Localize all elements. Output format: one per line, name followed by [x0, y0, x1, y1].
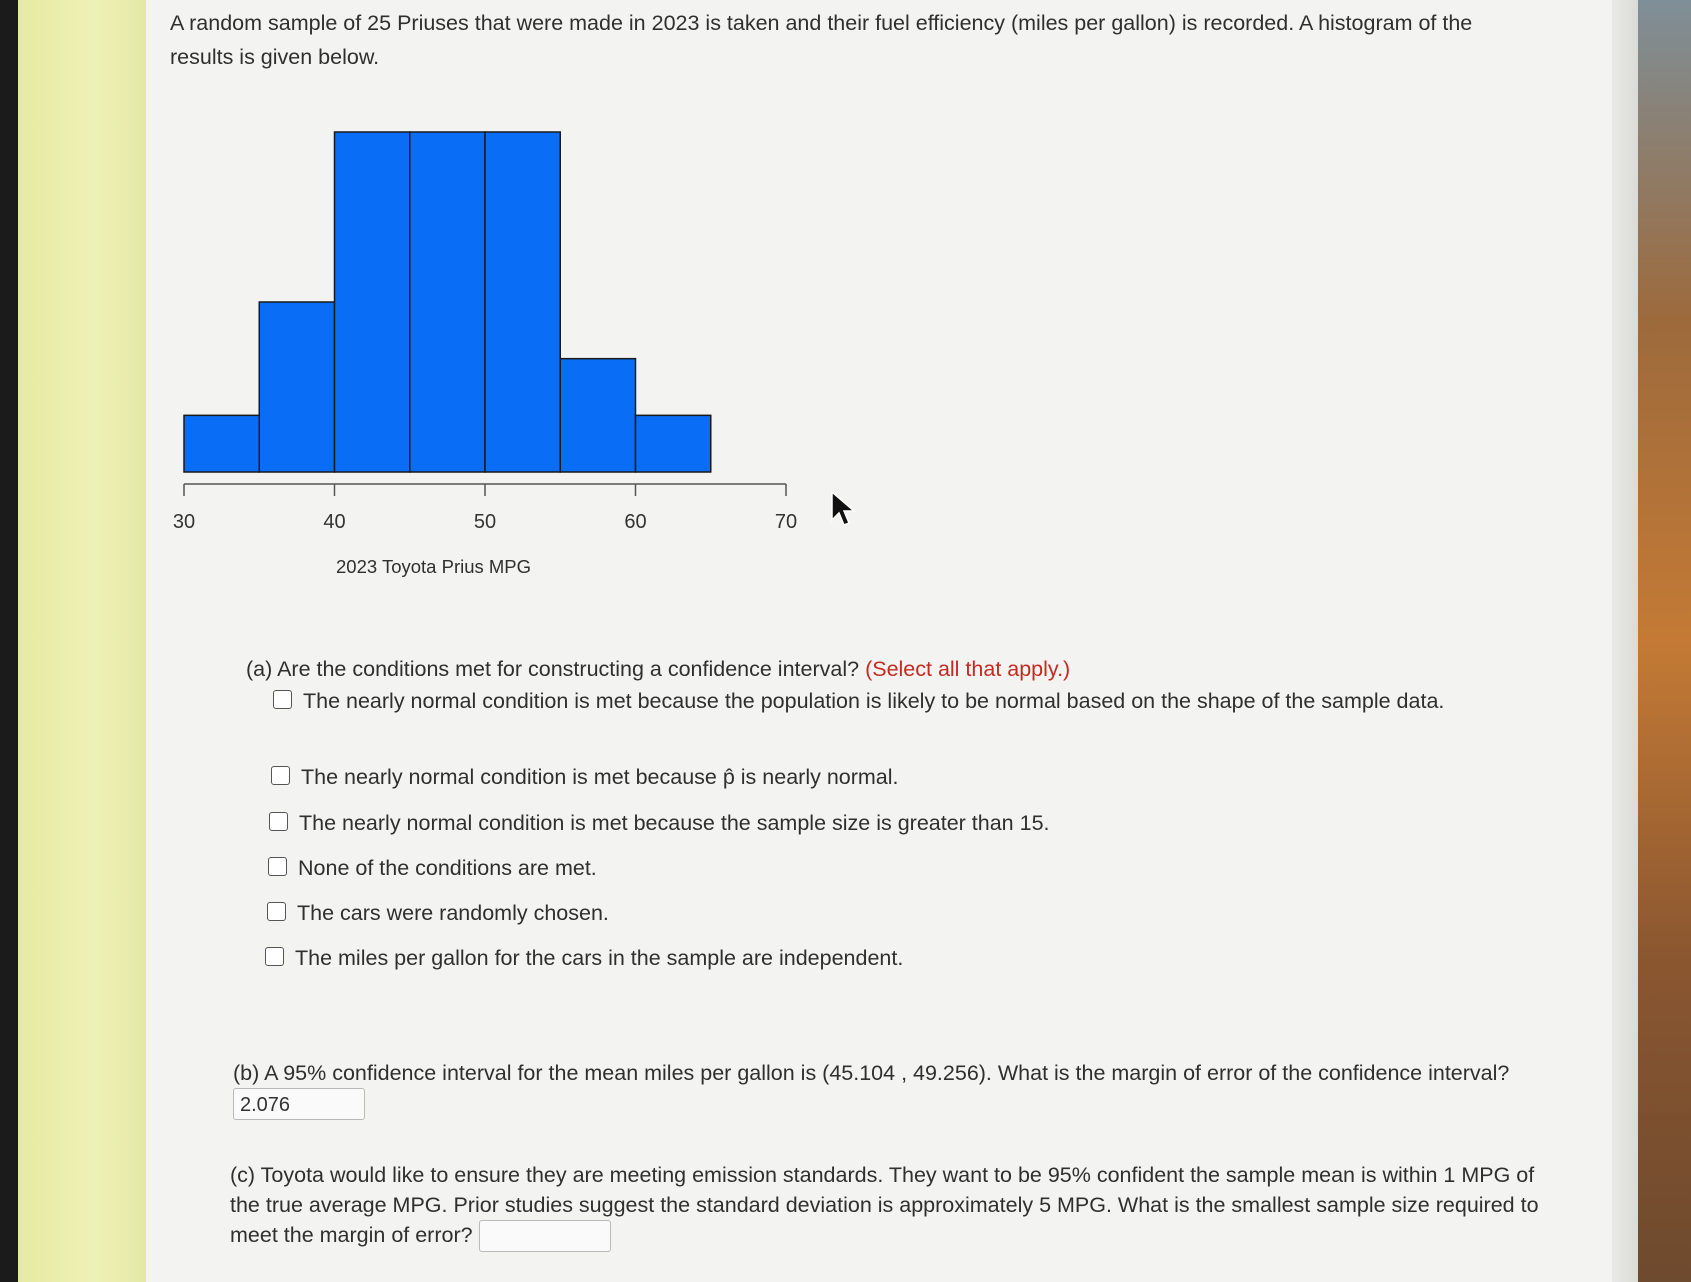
option-label: None of the conditions are met.	[298, 856, 597, 880]
part-c-prompt: (c) Toyota would like to ensure they are meeting emission standards. They want to be 95% confident the sample mean is within 1 MPG of the true average MPG. Prior studies suggest the standard deviation is approximately 5 MPG. What is the smallest sample size required to meet the margin of error?	[230, 1163, 1539, 1247]
checkbox-nearly-normal-shape[interactable]	[273, 690, 292, 709]
screen-bezel-left	[0, 0, 18, 1282]
x-axis-tick-label: 30	[172, 511, 196, 533]
question-intro: A random sample of 25 Priuses that were made in 2023 is taken and their fuel efficiency (miles per gallon) is recorded. A histogram of the results is given below.	[170, 11, 1473, 69]
option-label: The miles per gallon for the cars in the sample are independent.	[295, 946, 904, 970]
screen-edge-right	[1638, 0, 1691, 1282]
part-a-question	[246, 654, 1576, 684]
x-axis-tick-label: 70	[774, 511, 798, 533]
histogram-bar	[259, 302, 334, 472]
histogram-bar	[485, 132, 560, 472]
mouse-pointer-icon	[830, 490, 856, 530]
option-sample-size-15[interactable]	[269, 808, 1050, 838]
option-label: The nearly normal condition is met because the population is likely to be normal based on the shape of the sample data.	[303, 689, 1445, 713]
checkbox-randomly-chosen[interactable]	[267, 902, 286, 921]
checkbox-sample-size-15[interactable]	[269, 812, 288, 831]
option-label: The cars were randomly chosen.	[297, 901, 609, 925]
checkbox-independent[interactable]	[265, 947, 284, 966]
checkbox-none-met[interactable]	[268, 857, 287, 876]
option-p-hat-normal[interactable]	[271, 762, 899, 792]
part-b-question	[233, 1058, 1533, 1120]
histogram-bar	[335, 132, 410, 472]
option-randomly-chosen[interactable]	[267, 898, 609, 928]
histogram-x-axis-label: 2023 Toyota Prius MPG	[336, 556, 532, 577]
option-nearly-normal-shape[interactable]	[273, 686, 1553, 716]
margin-of-error-input[interactable]: 2.076	[233, 1088, 365, 1120]
option-label: The nearly normal condition is met because the sample size is greater than 15.	[299, 811, 1050, 835]
x-axis-tick-label: 60	[624, 511, 647, 533]
x-axis-tick-label: 50	[473, 511, 497, 533]
sample-size-input[interactable]	[479, 1220, 611, 1252]
part-a-hint: (Select all that apply.)	[865, 657, 1071, 681]
histogram-bar	[184, 415, 259, 472]
part-c-question	[230, 1160, 1560, 1252]
option-none-met[interactable]	[268, 853, 597, 883]
histogram-bar	[636, 415, 711, 472]
x-axis-tick-label: 40	[323, 511, 346, 533]
mpg-histogram	[160, 110, 820, 550]
part-a-prompt: (a) Are the conditions met for constructing a confidence interval?	[246, 657, 860, 681]
page-right-border	[1612, 0, 1640, 1282]
option-label: The nearly normal condition is met because p̂ is nearly normal.	[301, 765, 899, 789]
part-b-prompt: (b) A 95% confidence interval for the mean miles per gallon is (45.104 , 49.256). What is the margin of error of the confidence interval?	[233, 1061, 1510, 1085]
histogram-bar	[560, 359, 635, 472]
left-margin-strip	[18, 0, 146, 1282]
histogram-bar	[410, 132, 485, 472]
option-independent[interactable]	[265, 943, 903, 973]
checkbox-p-hat-normal[interactable]	[271, 766, 290, 785]
